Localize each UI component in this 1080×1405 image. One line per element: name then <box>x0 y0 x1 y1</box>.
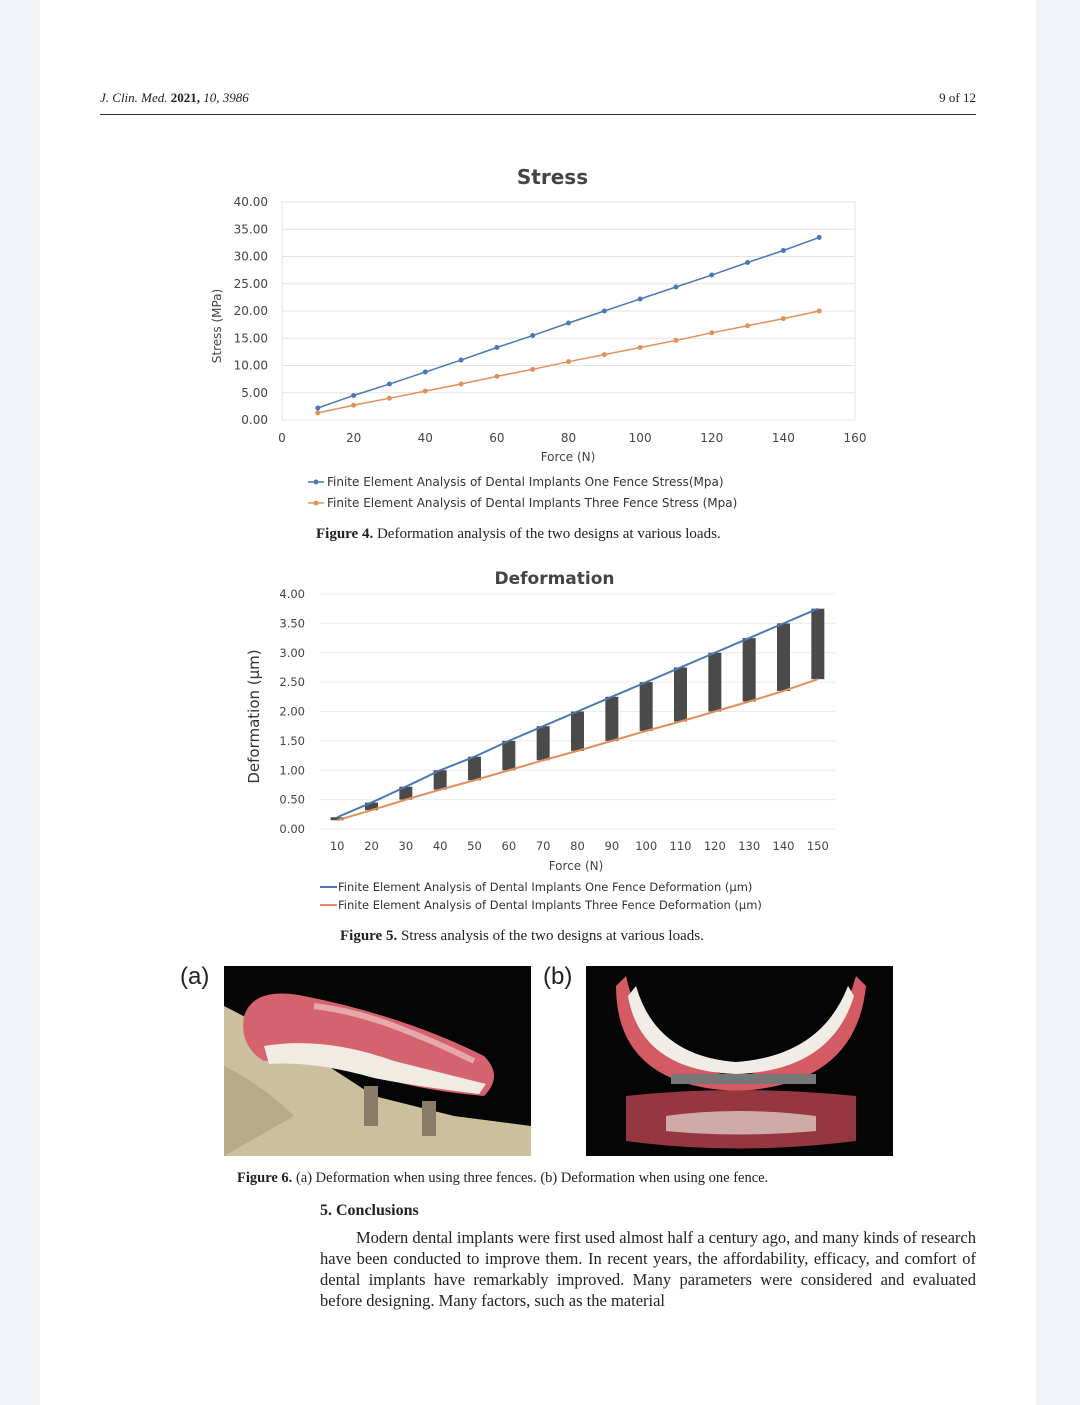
y-tick-label: 0.50 <box>279 792 305 807</box>
x-tick-label: 140 <box>771 431 795 445</box>
y-tick-label: 30.00 <box>233 249 268 264</box>
journal-name: J. Clin. Med. <box>100 90 168 105</box>
data-point <box>638 297 643 302</box>
x-tick-label: 100 <box>628 431 652 445</box>
y-tick-label: 0.00 <box>279 822 305 836</box>
x-tick-label: 110 <box>669 839 692 853</box>
chart-title: Deformation <box>494 569 615 589</box>
legend-entry: Finite Element Analysis of Dental Implants One Fence Stress(Mpa) <box>327 475 724 489</box>
data-point <box>566 359 571 364</box>
x-tick-label: 60 <box>501 839 517 853</box>
x-tick-label: 30 <box>398 839 414 853</box>
stress-chart <box>40 160 1036 520</box>
x-tick-label: 20 <box>345 431 362 445</box>
high-low-bar <box>743 638 756 701</box>
y-tick-label: 10.00 <box>233 358 268 373</box>
y-tick-label: 1.00 <box>279 763 305 778</box>
x-axis-label: Force (N) <box>540 450 596 464</box>
legend-entry: Finite Element Analysis of Dental Implants Three Fence Deformation (μm) <box>338 898 762 912</box>
y-tick-label: 25.00 <box>233 276 268 291</box>
legend-entry: Finite Element Analysis of Dental Implants Three Fence Stress (Mpa) <box>327 496 738 510</box>
panel-label-a: (a) <box>180 963 210 990</box>
y-tick-label: 0.00 <box>241 413 268 427</box>
x-tick-label: 20 <box>364 839 379 853</box>
figure4-text: Deformation analysis of the two designs at various loads. <box>373 526 721 542</box>
x-tick-label: 60 <box>489 431 505 445</box>
high-low-bar <box>674 667 687 721</box>
data-point <box>817 235 822 240</box>
figure6-label: Figure 6. <box>237 1170 293 1186</box>
deformation-chart-svg <box>40 562 1036 922</box>
stress-chart-svg <box>40 160 1036 520</box>
high-low-bar <box>708 653 721 712</box>
one-fence-denture-photo <box>586 966 893 1156</box>
panel-label-b: (b) <box>543 963 573 990</box>
high-low-bar <box>640 682 653 731</box>
y-axis-label: Stress (MPa) <box>210 288 224 364</box>
y-tick-label: 35.00 <box>233 222 268 237</box>
y-tick-label: 20.00 <box>233 304 268 318</box>
data-point <box>709 330 714 335</box>
x-tick-label: 80 <box>570 839 585 853</box>
high-low-bar <box>811 609 824 680</box>
y-tick-label: 2.50 <box>279 675 305 690</box>
x-tick-label: 100 <box>635 839 658 853</box>
data-point <box>638 345 643 350</box>
data-point <box>602 309 607 314</box>
high-low-bar <box>537 726 550 760</box>
x-tick-label: 0 <box>278 431 286 445</box>
data-point <box>745 323 750 328</box>
data-point <box>387 396 392 401</box>
data-point <box>459 358 464 363</box>
y-axis-label: Deformation (μm) <box>245 649 263 784</box>
chart-title: Stress <box>516 165 589 189</box>
data-point <box>709 273 714 278</box>
high-low-bar <box>468 757 481 781</box>
y-tick-label: 40.00 <box>233 195 268 209</box>
data-point <box>423 370 428 375</box>
data-point <box>315 410 320 415</box>
data-point <box>566 320 571 325</box>
figure4-label: Figure 4. <box>316 526 374 542</box>
data-point <box>423 389 428 394</box>
figure5-caption <box>340 928 704 945</box>
data-point <box>781 316 786 321</box>
journal-year: 2021, <box>170 90 201 105</box>
figure6-text-a: (a) Deformation when using three fences. <box>292 1170 541 1186</box>
running-header <box>100 90 249 106</box>
data-point <box>673 285 678 290</box>
x-tick-label: 70 <box>535 839 551 853</box>
three-fence-denture-photo <box>224 966 531 1156</box>
data-point <box>781 248 786 253</box>
data-point <box>530 367 535 372</box>
data-point <box>459 382 464 387</box>
y-tick-label: 15.00 <box>233 331 268 346</box>
journal-volume: 10, 3986 <box>203 90 249 105</box>
high-low-bar <box>605 697 618 741</box>
legend-marker <box>314 480 319 485</box>
data-point <box>494 374 499 379</box>
data-point <box>530 333 535 338</box>
figure5-label: Figure 5. <box>340 928 398 944</box>
high-low-bar <box>502 741 515 770</box>
x-tick-label: 90 <box>604 839 620 853</box>
data-point <box>351 393 356 398</box>
y-tick-label: 4.00 <box>279 587 305 601</box>
x-tick-label: 50 <box>467 839 482 853</box>
body-paragraph: Modern dental implants were first used almost half a century ago, and many kinds of research have been conducted to improve them. In recent years, the affordability, efficacy, and comfort of dental implants have remarkably improved. Many parameters were considered and evaluated before designing. Many factors, such as the material <box>320 1228 976 1310</box>
figure6-text-b: (b) Deformation when using one fence. <box>540 1170 769 1186</box>
high-low-bar <box>571 712 584 751</box>
y-tick-label: 5.00 <box>241 385 268 400</box>
data-point <box>745 260 750 265</box>
figure6-caption <box>237 1170 768 1187</box>
x-tick-label: 40 <box>417 431 433 445</box>
y-tick-label: 1.50 <box>279 733 305 748</box>
x-tick-label: 120 <box>700 431 724 445</box>
x-tick-label: 120 <box>703 839 726 853</box>
y-tick-label: 3.00 <box>279 645 305 660</box>
page-number: 9 of 12 <box>939 90 976 105</box>
x-tick-label: 140 <box>772 839 795 853</box>
x-tick-label: 80 <box>560 431 577 445</box>
legend-marker <box>314 501 319 506</box>
header-rule <box>100 114 976 115</box>
y-tick-label: 3.50 <box>279 616 305 631</box>
figure5-text: Stress analysis of the two designs at various loads. <box>397 928 704 944</box>
data-point <box>315 406 320 411</box>
x-tick-label: 130 <box>738 839 761 853</box>
x-axis-label: Force (N) <box>548 859 604 873</box>
paper-page <box>40 0 1036 1405</box>
data-point <box>387 382 392 387</box>
y-tick-label: 2.00 <box>279 704 305 719</box>
x-tick-label: 150 <box>806 839 829 853</box>
x-tick-label: 10 <box>329 839 345 853</box>
high-low-bar <box>777 623 790 691</box>
legend-entry: Finite Element Analysis of Dental Implants One Fence Deformation (μm) <box>338 880 753 894</box>
data-point <box>351 403 356 408</box>
section-heading: 5. Conclusions <box>320 1202 419 1219</box>
data-point <box>673 338 678 343</box>
x-tick-label: 160 <box>843 431 867 445</box>
data-point <box>494 345 499 350</box>
figure4-caption <box>316 526 721 543</box>
data-point <box>817 309 822 314</box>
deformation-chart <box>40 562 1036 922</box>
data-point <box>602 352 607 357</box>
x-tick-label: 40 <box>432 839 448 853</box>
